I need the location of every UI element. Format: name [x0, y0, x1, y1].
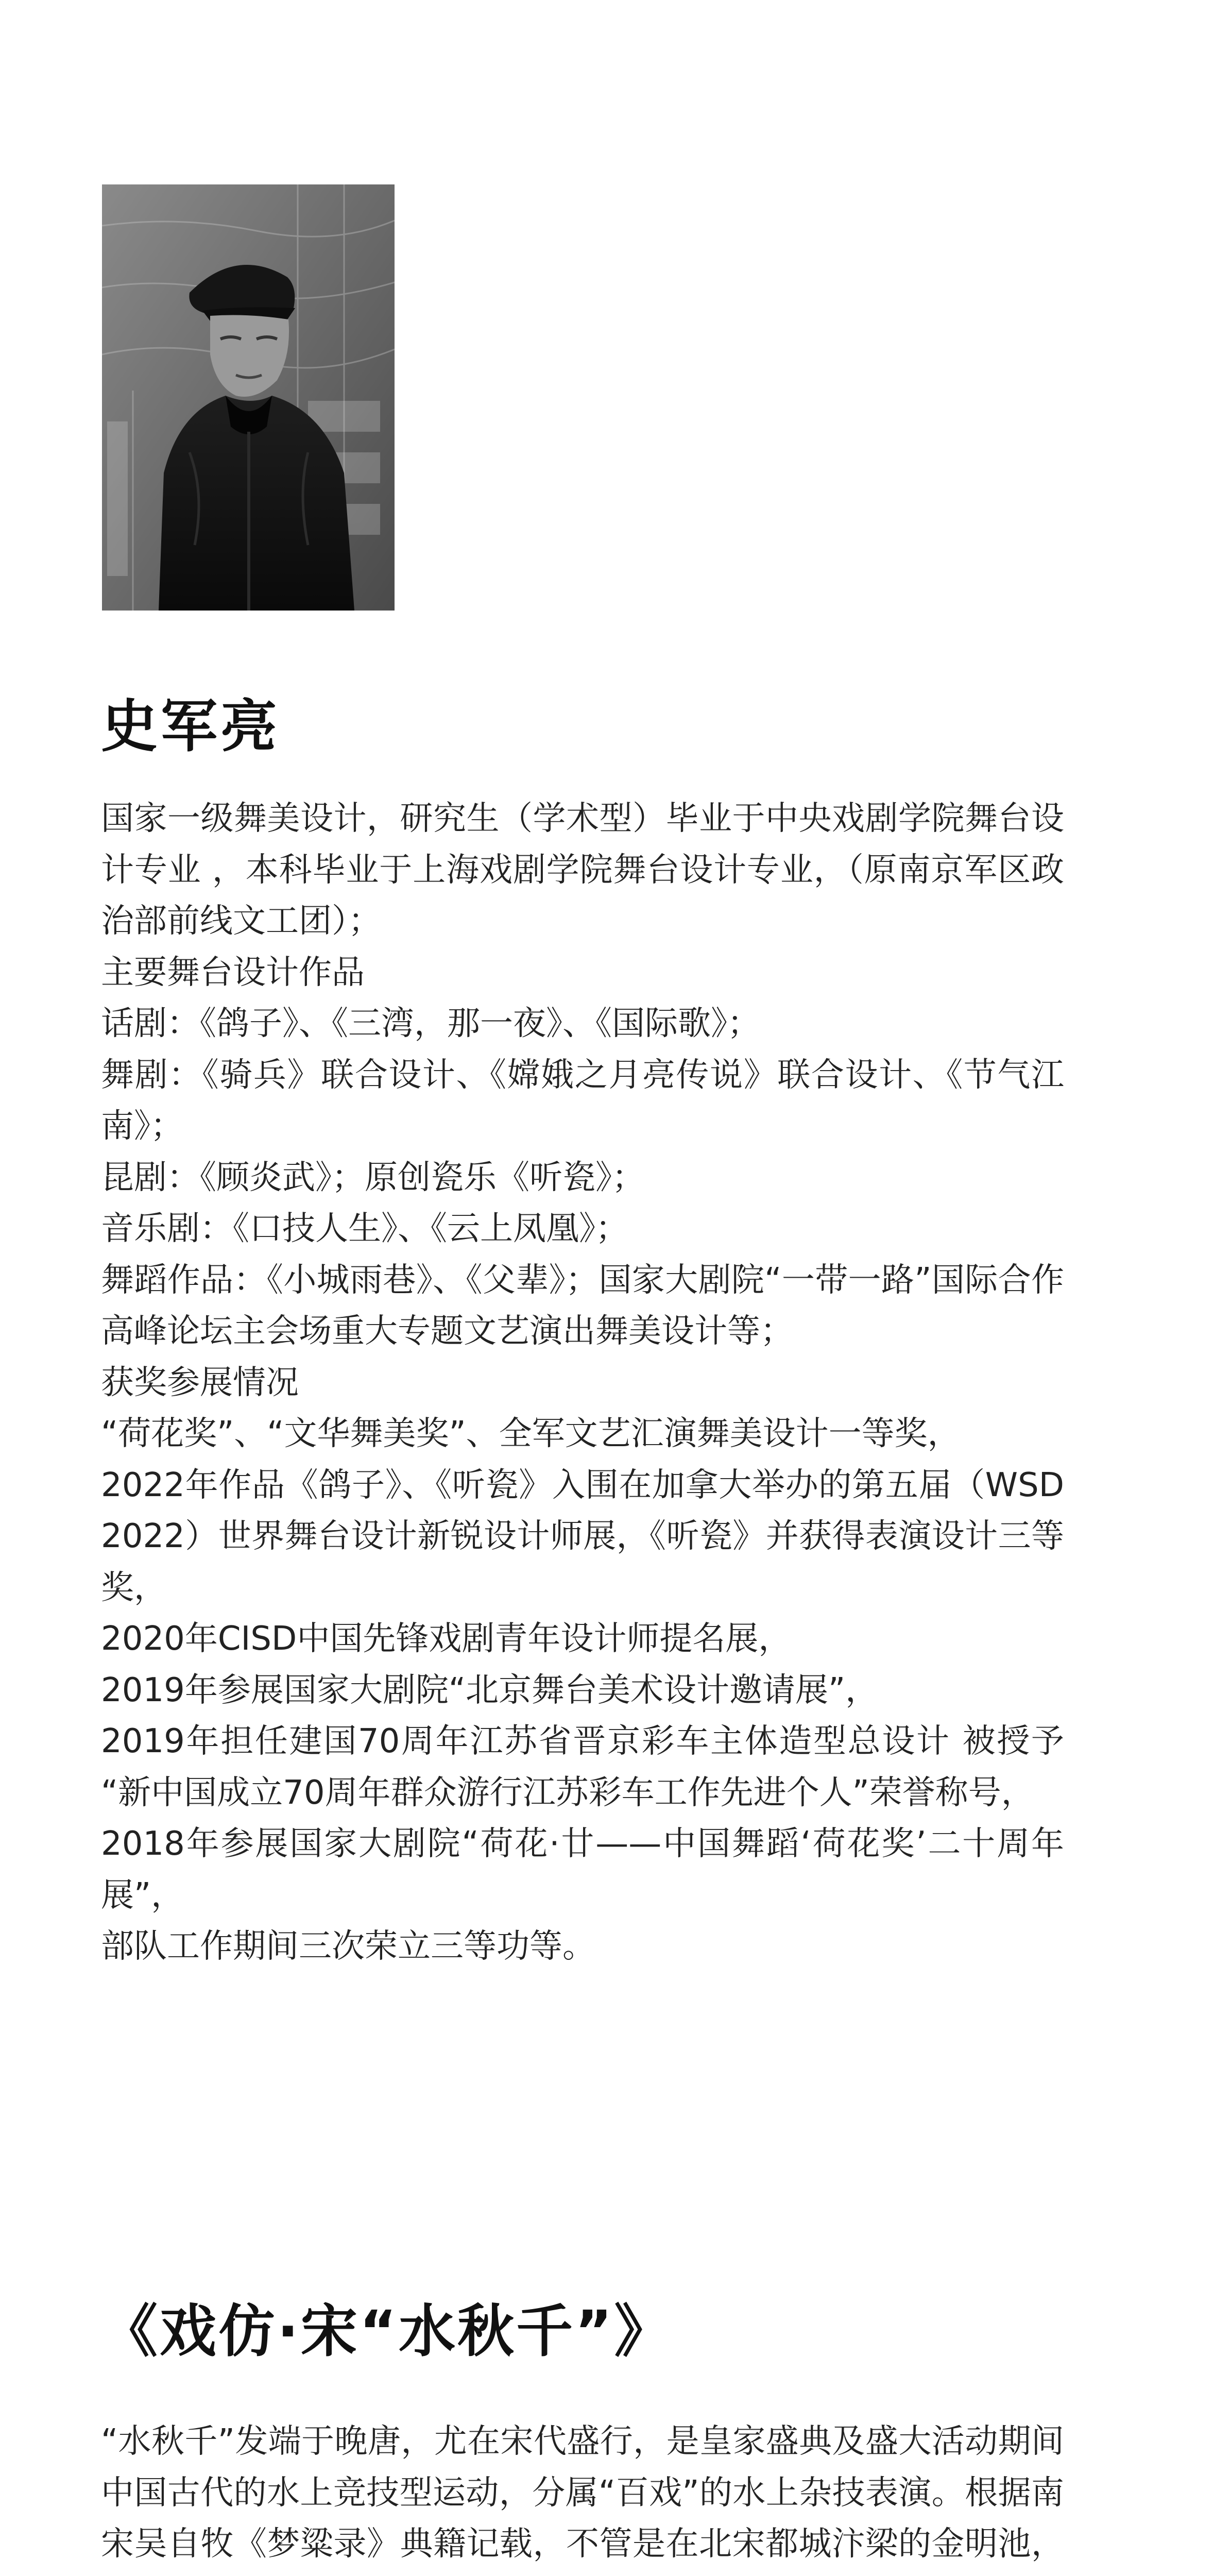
bio-line: 2019年担任建国70周年江苏省晋京彩车主体造型总设计 被授予 “新中国成立70周年群众游行江苏彩车工作先进个人”荣誉称号，	[101, 1722, 1064, 1812]
portrait-photo	[102, 184, 395, 611]
bio-line: “荷花奖”、“文华舞美奖”、全军文艺汇演舞美设计一等奖，	[101, 1415, 961, 1453]
bio-line: 音乐剧：《口技人生》、《云上凤凰》；	[101, 1210, 628, 1248]
work-description	[101, 2416, 1064, 2576]
bio-line: 昆剧：《顾炎武》；原创瓷乐《听瓷》；	[101, 1158, 645, 1197]
bio-line: 获奖参展情况	[101, 1363, 299, 1402]
bio-line: 2022年作品《鸽子》、《听瓷》入围在加拿大举办的第五届（WSD2022）世界舞台设计新锐设计师展，《听瓷》并获得表演设计三等奖，	[101, 1466, 1064, 1607]
bio-list	[101, 793, 1064, 1973]
work-title: 《戏仿·宋“水秋千”》	[101, 2298, 673, 2364]
person-name: 史军亮	[101, 693, 280, 759]
description-paragraph: “水秋千”发端于晚唐，尤在宋代盛行，是皇家盛典及盛大活动期间中国古代的水上竞技型运动，分属“百戏”的水上杂技表演。根据南宋吴自牧《梦粱录》典籍记载，不管是在北宋都城汴梁的金明池，	[101, 2422, 1064, 2563]
bio-line: 部队工作期间三次荣立三等功等。	[101, 1927, 595, 1965]
bio-line: 话剧：《鸽子》、《三湾，那一夜》、《国际歌》；	[101, 1005, 760, 1043]
bio-line: 2019年参展国家大剧院“北京舞台美术设计邀请展”，	[101, 1671, 879, 1709]
bio-line: 国家一级舞美设计，研究生（学术型）毕业于中央戏剧学院舞台设计专业 ，本科毕业于上海戏剧学院舞台设计专业，（原南京军区政治部前线文工团）；	[101, 800, 1064, 940]
bio-line: 舞蹈作品：《小城雨巷》、《父辈》；国家大剧院“一带一路”国际合作高峰论坛主会场重大专题文艺演出舞美设计等；	[101, 1261, 1064, 1350]
bio-line: 主要舞台设计作品	[101, 953, 365, 992]
bio-line: 2018年参展国家大剧院“荷花·廿——中国舞蹈‘荷花奖’二十周年展”，	[101, 1825, 1064, 1914]
bio-line: 2020年CISD中国先锋戏剧青年设计师提名展，	[101, 1620, 792, 1658]
bio-line: 舞剧：《骑兵》联合设计、《嫦娥之月亮传说》联合设计、《节气江南》；	[101, 1056, 1064, 1145]
